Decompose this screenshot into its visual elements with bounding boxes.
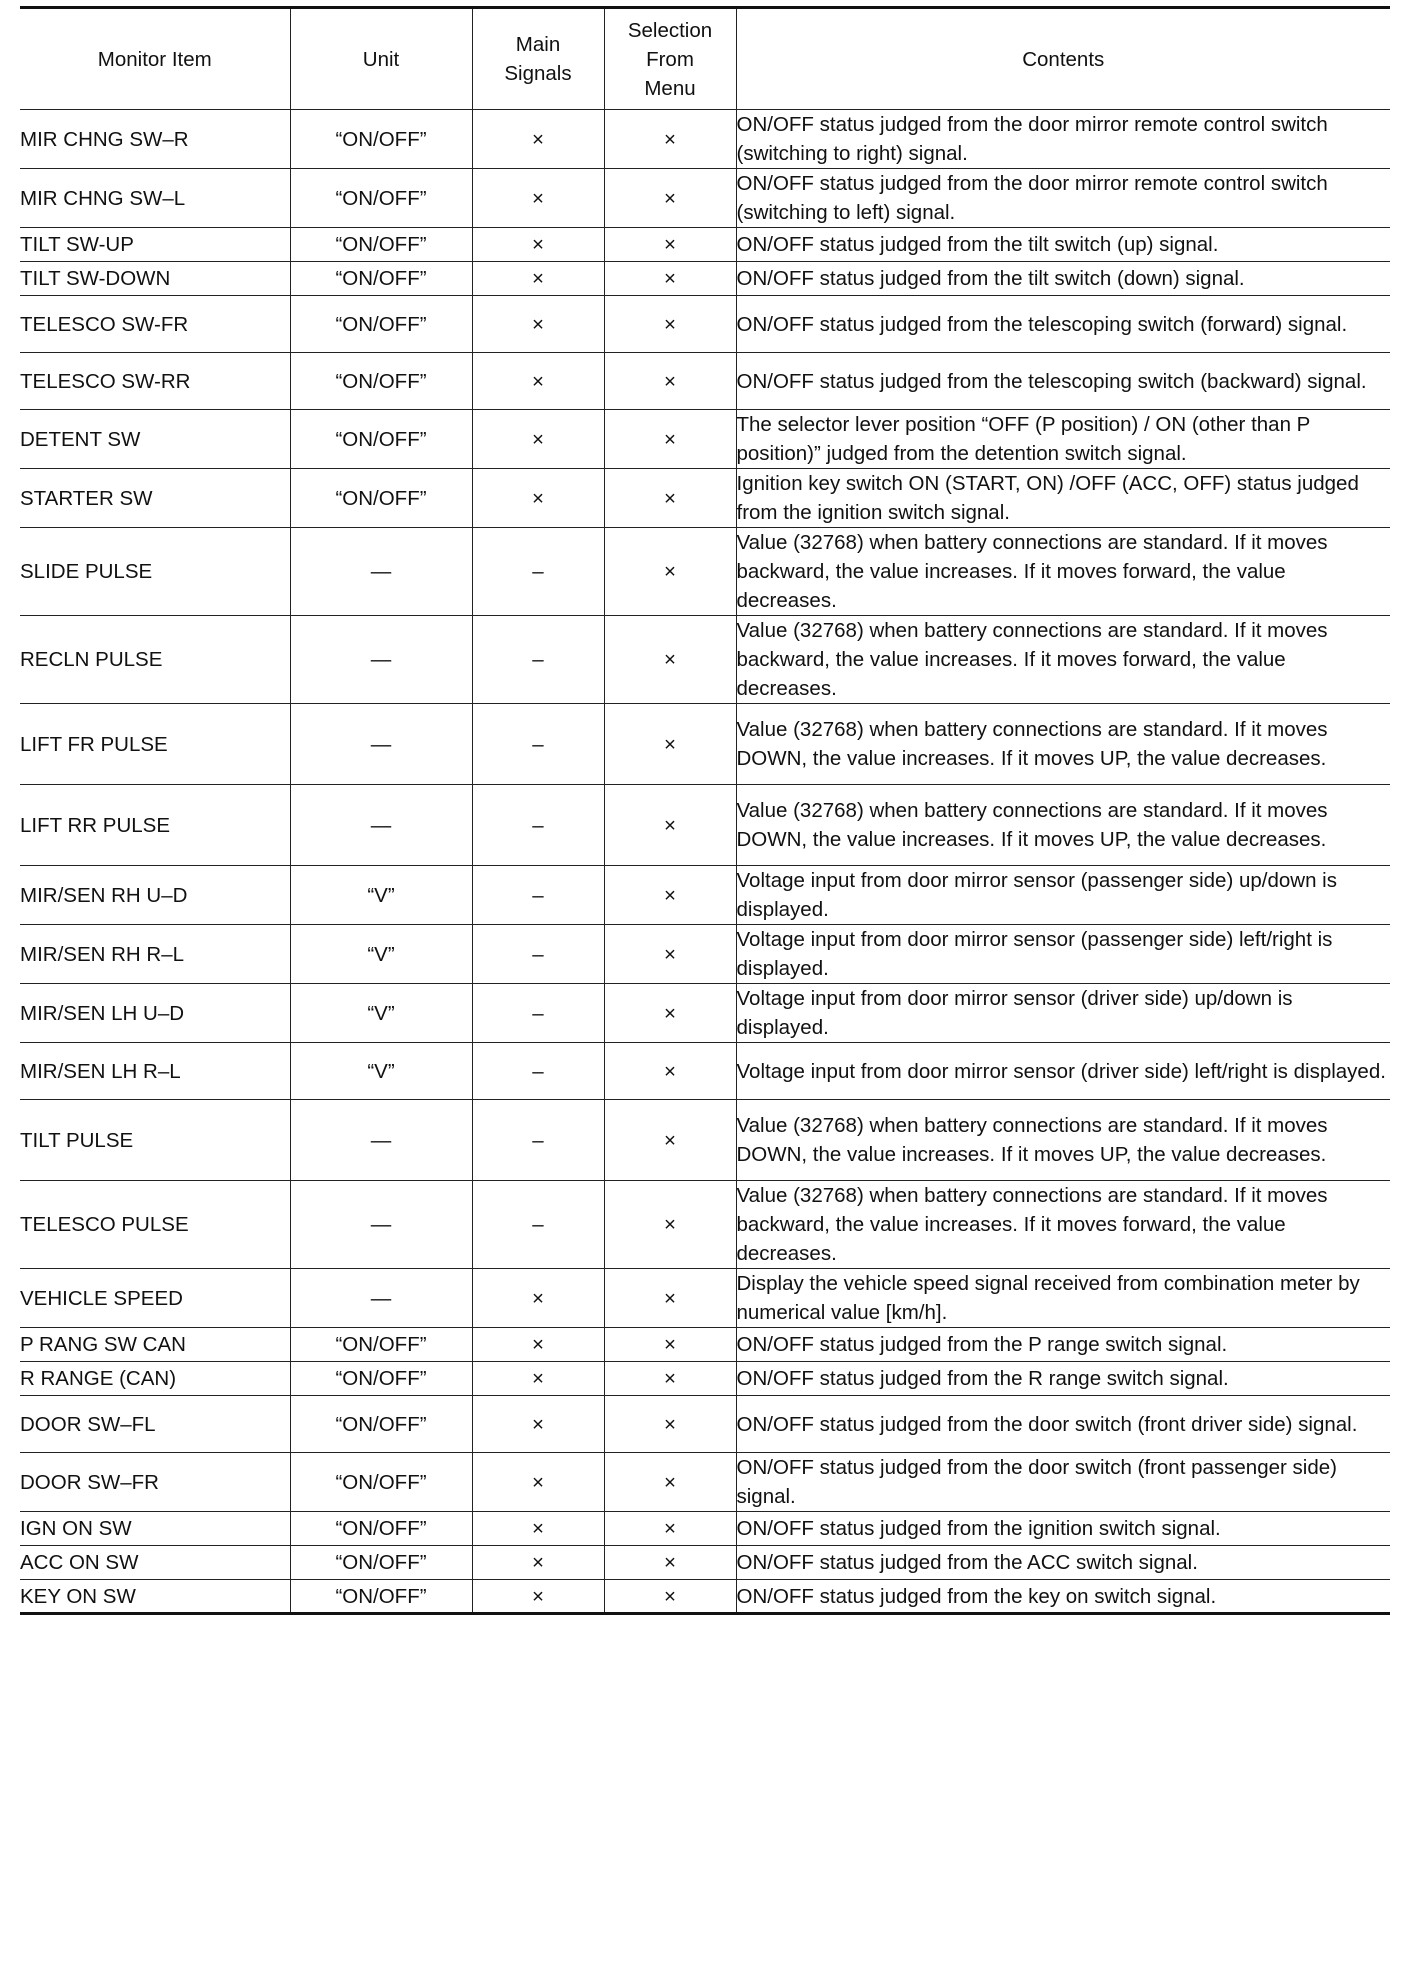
selection-from-menu-cell: × [604,925,736,984]
monitor-item-cell: TILT PULSE [20,1100,290,1181]
contents-cell: Ignition key switch ON (START, ON) /OFF (ACC, OFF) status judged from the ignition switch signal. [736,469,1390,528]
monitor-item-cell: LIFT RR PULSE [20,785,290,866]
contents-cell: Value (32768) when battery connections are standard. If it moves backward, the value increases. If it moves forward, the value decreases. [736,1181,1390,1269]
header-selection-from-menu: Selection From Menu [604,8,736,110]
monitor-item-cell: IGN ON SW [20,1512,290,1546]
main-signals-cell: – [472,866,604,925]
table-header-row [20,8,1390,110]
contents-cell: ON/OFF status judged from the telescoping switch (forward) signal. [736,296,1390,353]
main-signals-cell: × [472,110,604,169]
selection-from-menu-cell: × [604,704,736,785]
unit-cell: — [290,616,472,704]
table-row [20,785,1390,866]
selection-from-menu-cell: × [604,296,736,353]
contents-cell: ON/OFF status judged from the tilt switch (up) signal. [736,228,1390,262]
table-row [20,925,1390,984]
unit-cell: “ON/OFF” [290,410,472,469]
main-signals-cell: × [472,1362,604,1396]
table-row [20,1362,1390,1396]
unit-cell: “V” [290,984,472,1043]
table-row [20,1512,1390,1546]
table-row [20,296,1390,353]
contents-cell: Voltage input from door mirror sensor (passenger side) left/right is displayed. [736,925,1390,984]
contents-cell: Value (32768) when battery connections are standard. If it moves backward, the value increases. If it moves forward, the value decreases. [736,528,1390,616]
monitor-item-cell: KEY ON SW [20,1580,290,1614]
contents-cell: Voltage input from door mirror sensor (driver side) left/right is displayed. [736,1043,1390,1100]
monitor-item-cell: MIR/SEN LH R–L [20,1043,290,1100]
main-signals-cell: × [472,228,604,262]
contents-cell: Value (32768) when battery connections are standard. If it moves DOWN, the value increases. If it moves UP, the value decreases. [736,704,1390,785]
contents-cell: ON/OFF status judged from the ACC switch signal. [736,1546,1390,1580]
selection-from-menu-cell: × [604,785,736,866]
unit-cell: “ON/OFF” [290,1328,472,1362]
selection-from-menu-cell: × [604,228,736,262]
table-row [20,262,1390,296]
selection-from-menu-cell: × [604,1328,736,1362]
contents-cell: Voltage input from door mirror sensor (passenger side) up/down is displayed. [736,866,1390,925]
table-row [20,1546,1390,1580]
contents-cell: ON/OFF status judged from the tilt switch (down) signal. [736,262,1390,296]
monitor-item-cell: RECLN PULSE [20,616,290,704]
contents-cell: ON/OFF status judged from the ignition switch signal. [736,1512,1390,1546]
main-signals-cell: × [472,353,604,410]
main-signals-cell: × [472,1328,604,1362]
main-signals-cell: – [472,984,604,1043]
contents-cell: Value (32768) when battery connections are standard. If it moves DOWN, the value increases. If it moves UP, the value decreases. [736,785,1390,866]
monitor-item-cell: STARTER SW [20,469,290,528]
main-signals-cell: – [472,1100,604,1181]
table-row [20,528,1390,616]
monitor-item-cell: DOOR SW–FL [20,1396,290,1453]
unit-cell: “ON/OFF” [290,296,472,353]
header-main-signals: Main Signals [472,8,604,110]
selection-from-menu-cell: × [604,528,736,616]
table-row [20,866,1390,925]
monitor-item-cell: MIR/SEN LH U–D [20,984,290,1043]
selection-from-menu-cell: × [604,262,736,296]
main-signals-cell: × [472,1269,604,1328]
table-row [20,1580,1390,1614]
unit-cell: “ON/OFF” [290,1396,472,1453]
unit-cell: “ON/OFF” [290,262,472,296]
contents-cell: ON/OFF status judged from the telescoping switch (backward) signal. [736,353,1390,410]
monitor-item-cell: DOOR SW–FR [20,1453,290,1512]
unit-cell: — [290,785,472,866]
selection-from-menu-cell: × [604,616,736,704]
table-row [20,169,1390,228]
table-body [20,110,1390,1614]
monitor-item-cell: MIR CHNG SW–L [20,169,290,228]
table-row [20,110,1390,169]
monitor-item-cell: R RANGE (CAN) [20,1362,290,1396]
contents-cell: Value (32768) when battery connections are standard. If it moves DOWN, the value increases. If it moves UP, the value decreases. [736,1100,1390,1181]
monitor-item-cell: LIFT FR PULSE [20,704,290,785]
selection-from-menu-cell: × [604,1512,736,1546]
table-row [20,1396,1390,1453]
monitor-item-cell: MIR CHNG SW–R [20,110,290,169]
table-row [20,469,1390,528]
main-signals-cell: × [472,262,604,296]
table-row [20,1181,1390,1269]
unit-cell: “ON/OFF” [290,469,472,528]
monitor-item-cell: VEHICLE SPEED [20,1269,290,1328]
selection-from-menu-cell: × [604,1100,736,1181]
selection-from-menu-cell: × [604,110,736,169]
selection-from-menu-cell: × [604,1396,736,1453]
main-signals-cell: – [472,1181,604,1269]
table-row [20,1100,1390,1181]
contents-cell: ON/OFF status judged from the door switch (front driver side) signal. [736,1396,1390,1453]
monitor-item-cell: TELESCO SW-FR [20,296,290,353]
unit-cell: — [290,1269,472,1328]
monitor-item-cell: P RANG SW CAN [20,1328,290,1362]
contents-cell: Value (32768) when battery connections are standard. If it moves backward, the value increases. If it moves forward, the value decreases. [736,616,1390,704]
main-signals-cell: × [472,296,604,353]
contents-cell: ON/OFF status judged from the R range switch signal. [736,1362,1390,1396]
contents-cell: ON/OFF status judged from the key on switch signal. [736,1580,1390,1614]
monitor-item-cell: TILT SW-UP [20,228,290,262]
header-unit: Unit [290,8,472,110]
unit-cell: — [290,1100,472,1181]
unit-cell: “ON/OFF” [290,1453,472,1512]
main-signals-cell: × [472,410,604,469]
unit-cell: — [290,528,472,616]
selection-from-menu-cell: × [604,169,736,228]
main-signals-cell: × [472,1453,604,1512]
selection-from-menu-cell: × [604,984,736,1043]
contents-cell: Display the vehicle speed signal received from combination meter by numerical value [km/h]. [736,1269,1390,1328]
main-signals-cell: × [472,1396,604,1453]
selection-from-menu-cell: × [604,410,736,469]
table-row [20,410,1390,469]
unit-cell: — [290,704,472,785]
unit-cell: “ON/OFF” [290,228,472,262]
header-contents: Contents [736,8,1390,110]
unit-cell: “V” [290,866,472,925]
table-row [20,1328,1390,1362]
monitor-item-cell: TILT SW-DOWN [20,262,290,296]
selection-from-menu-cell: × [604,1546,736,1580]
selection-from-menu-cell: × [604,1181,736,1269]
selection-from-menu-cell: × [604,1453,736,1512]
unit-cell: “ON/OFF” [290,1362,472,1396]
unit-cell: “ON/OFF” [290,169,472,228]
contents-cell: ON/OFF status judged from the door mirror remote control switch (switching to left) signal. [736,169,1390,228]
main-signals-cell: × [472,169,604,228]
main-signals-cell: – [472,704,604,785]
unit-cell: “ON/OFF” [290,1512,472,1546]
monitor-item-cell: MIR/SEN RH R–L [20,925,290,984]
selection-from-menu-cell: × [604,866,736,925]
monitor-item-cell: DETENT SW [20,410,290,469]
main-signals-cell: × [472,469,604,528]
table-row [20,1269,1390,1328]
table-row [20,984,1390,1043]
table-row [20,1043,1390,1100]
main-signals-cell: – [472,616,604,704]
selection-from-menu-cell: × [604,469,736,528]
contents-cell: ON/OFF status judged from the door switch (front passenger side) signal. [736,1453,1390,1512]
main-signals-cell: – [472,1043,604,1100]
table-row [20,1453,1390,1512]
contents-cell: ON/OFF status judged from the door mirror remote control switch (switching to right) signal. [736,110,1390,169]
monitor-item-cell: TELESCO SW-RR [20,353,290,410]
main-signals-cell: × [472,1580,604,1614]
unit-cell: “ON/OFF” [290,353,472,410]
unit-cell: “ON/OFF” [290,1546,472,1580]
contents-cell: ON/OFF status judged from the P range switch signal. [736,1328,1390,1362]
unit-cell: — [290,1181,472,1269]
table-row [20,704,1390,785]
monitor-item-table [20,6,1390,1615]
monitor-item-cell: MIR/SEN RH U–D [20,866,290,925]
main-signals-cell: – [472,528,604,616]
monitor-item-cell: TELESCO PULSE [20,1181,290,1269]
selection-from-menu-cell: × [604,1362,736,1396]
unit-cell: “ON/OFF” [290,1580,472,1614]
monitor-item-cell: SLIDE PULSE [20,528,290,616]
header-monitor-item: Monitor Item [20,8,290,110]
table-row [20,353,1390,410]
main-signals-cell: × [472,1512,604,1546]
selection-from-menu-cell: × [604,1043,736,1100]
contents-cell: The selector lever position “OFF (P position) / ON (other than P position)” judged from the detention switch signal. [736,410,1390,469]
main-signals-cell: – [472,785,604,866]
unit-cell: “ON/OFF” [290,110,472,169]
table-row [20,616,1390,704]
unit-cell: “V” [290,1043,472,1100]
monitor-item-cell: ACC ON SW [20,1546,290,1580]
selection-from-menu-cell: × [604,1269,736,1328]
unit-cell: “V” [290,925,472,984]
table-row [20,228,1390,262]
main-signals-cell: × [472,1546,604,1580]
main-signals-cell: – [472,925,604,984]
selection-from-menu-cell: × [604,1580,736,1614]
selection-from-menu-cell: × [604,353,736,410]
contents-cell: Voltage input from door mirror sensor (driver side) up/down is displayed. [736,984,1390,1043]
